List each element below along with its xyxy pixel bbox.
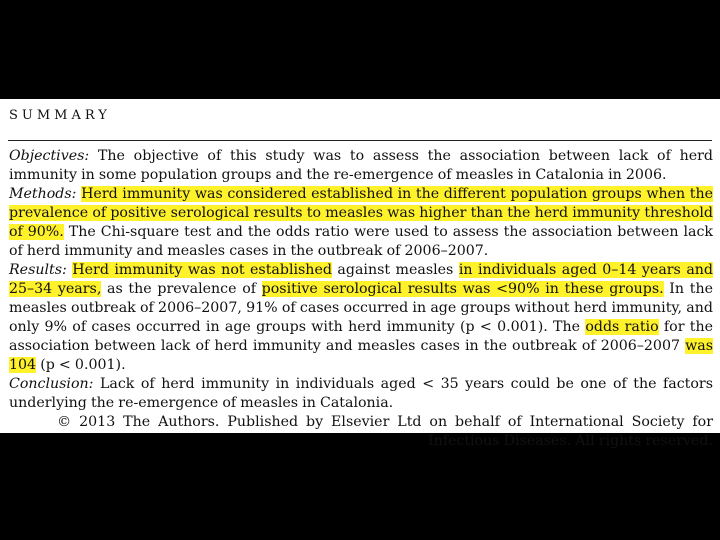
conclusion-label: Conclusion: (9, 376, 94, 392)
conclusion-paragraph (9, 375, 713, 413)
abstract-body (9, 147, 713, 451)
results-text: (p < 0.001). (36, 357, 126, 373)
results-highlight: in individuals aged 0–14 years and 25–34 years, (9, 262, 713, 297)
summary-heading: SUMMARY (9, 108, 111, 123)
methods-label: Methods: (9, 186, 77, 202)
results-text: for the association between lack of herd immunity and measles cases in the outbreak of 2006–2007 (9, 319, 713, 354)
methods-paragraph (9, 185, 713, 261)
results-highlight: positive serological results was <90% in these groups. (261, 281, 664, 297)
results-label: Results: (9, 262, 67, 278)
copyright-notice: © 2013 The Authors. Published by Elsevier Ltd on behalf of International Society for Infectious Diseases. All rights reserved. (57, 414, 713, 449)
methods-text: The Chi-square test and the odds ratio were used to assess the association between lack of herd immunity and measles cases in the outbreak of 2006–2007. (9, 224, 714, 259)
results-highlight: odds ratio (585, 319, 659, 335)
objectives-label: Objectives: (9, 148, 90, 164)
results-text: against measles (331, 262, 459, 278)
objectives-paragraph (9, 147, 713, 185)
heading-rule (8, 140, 712, 141)
methods-highlight: Herd immunity was considered established in the different population groups when the prevalence of positive serological results to measles was higher than the herd immunity threshold of 90%. (9, 186, 713, 240)
conclusion-text: Lack of herd immunity in individuals aged < 35 years could be one of the factors underlying the re-emergence of measles in Catalonia. (9, 376, 713, 411)
results-paragraph (9, 261, 713, 375)
results-text: as the prevalence of (101, 281, 262, 297)
results-text: In the measles outbreak of 2006–2007, 91% of cases occurred in age groups without herd immunity, and only 9% of cases occurred in age groups with herd immunity (p < 0.001). The (9, 281, 713, 335)
results-highlight: was 104 (9, 338, 713, 373)
results-highlight: Herd immunity was not established (72, 262, 332, 278)
objectives-text: The objective of this study was to assess the association between lack of herd immunity in some population groups and the re-emergence of measles in Catalonia in 2006. (9, 148, 713, 183)
abstract-page (0, 99, 720, 449)
